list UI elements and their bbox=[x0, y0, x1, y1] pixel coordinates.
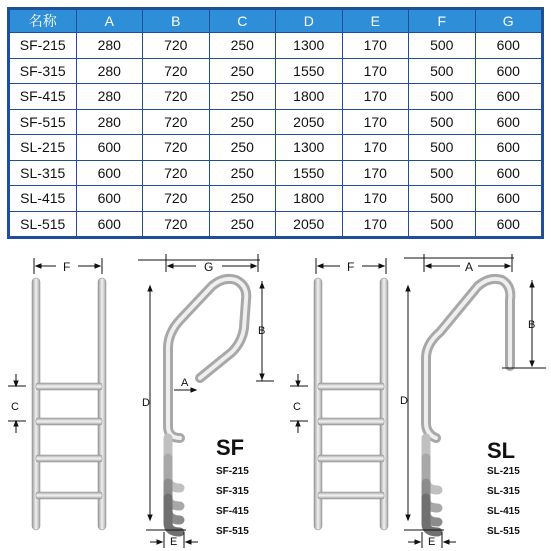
header-name: 名称 bbox=[10, 10, 76, 32]
model-name-cell: SL-515 bbox=[10, 212, 76, 237]
table-cell: 170 bbox=[343, 59, 409, 84]
table-cell: 280 bbox=[77, 59, 143, 84]
table-row bbox=[10, 84, 541, 109]
header-g: G bbox=[476, 10, 542, 32]
table-cell: 500 bbox=[409, 212, 475, 237]
table-cell: 170 bbox=[343, 212, 409, 237]
sf-side-height-label: B bbox=[258, 325, 266, 337]
table-cell: 280 bbox=[77, 110, 143, 135]
table-cell: 280 bbox=[77, 33, 143, 58]
spec-table bbox=[9, 9, 542, 237]
sl-side-view bbox=[400, 254, 546, 548]
sl-series-title: SL bbox=[487, 438, 516, 463]
sf-side-view bbox=[138, 254, 274, 548]
table-cell: 250 bbox=[210, 135, 276, 160]
table-cell: 500 bbox=[409, 84, 475, 109]
sf-side-top-width-dimension bbox=[138, 254, 260, 272]
sl-model-4: SL-515 bbox=[487, 526, 520, 537]
table-cell: 1550 bbox=[276, 161, 342, 186]
table-cell: 250 bbox=[210, 161, 276, 186]
sf-front-step-label: C bbox=[11, 401, 19, 413]
table-cell: 250 bbox=[210, 186, 276, 211]
table-cell: 170 bbox=[343, 135, 409, 160]
table-cell: 170 bbox=[343, 84, 409, 109]
model-name-cell: SF-415 bbox=[10, 84, 76, 109]
table-cell: 1800 bbox=[276, 186, 342, 211]
table-cell: 170 bbox=[343, 186, 409, 211]
table-cell: 2050 bbox=[276, 212, 342, 237]
sf-side-total-label: D bbox=[142, 397, 150, 409]
table-cell: 500 bbox=[409, 110, 475, 135]
table-cell: 600 bbox=[476, 110, 542, 135]
sf-side-offset-label: A bbox=[181, 377, 189, 389]
table-row bbox=[10, 33, 541, 58]
sf-model-4: SF-515 bbox=[216, 526, 249, 537]
sl-side-height-label: B bbox=[528, 319, 536, 331]
model-name-cell: SF-515 bbox=[10, 110, 76, 135]
sf-front-view bbox=[8, 258, 106, 530]
sl-handrail bbox=[426, 279, 510, 438]
table-cell: 720 bbox=[143, 59, 209, 84]
header-f: F bbox=[409, 10, 475, 32]
table-row bbox=[10, 110, 541, 135]
sf-series-title: SF bbox=[216, 435, 245, 460]
sl-front-view bbox=[290, 258, 388, 530]
sl-front-step-label: C bbox=[293, 401, 301, 413]
table-cell: 720 bbox=[143, 212, 209, 237]
table-cell: 600 bbox=[476, 161, 542, 186]
sl-model-2: SL-315 bbox=[487, 486, 520, 497]
ladder-diagrams bbox=[0, 248, 551, 551]
table-cell: 170 bbox=[343, 110, 409, 135]
table-cell: 720 bbox=[143, 33, 209, 58]
spec-table-container bbox=[7, 7, 544, 239]
sf-side-base-label: E bbox=[170, 536, 178, 548]
table-cell: 720 bbox=[143, 84, 209, 109]
sl-model-1: SL-215 bbox=[487, 466, 520, 477]
table-row bbox=[10, 212, 541, 237]
sl-front-width-label: F bbox=[347, 260, 355, 274]
table-cell: 250 bbox=[210, 33, 276, 58]
table-cell: 500 bbox=[409, 33, 475, 58]
table-cell: 250 bbox=[210, 212, 276, 237]
model-name-cell: SL-215 bbox=[10, 135, 76, 160]
sl-side-top-width-dimension bbox=[404, 254, 514, 272]
header-c: C bbox=[210, 10, 276, 32]
table-header-row bbox=[10, 10, 541, 32]
table-cell: 600 bbox=[476, 59, 542, 84]
table-cell: 500 bbox=[409, 186, 475, 211]
sf-front-rails bbox=[32, 278, 106, 530]
model-name-cell: SF-215 bbox=[10, 33, 76, 58]
sl-front-rails bbox=[314, 278, 388, 530]
sl-model-3: SL-415 bbox=[487, 506, 520, 517]
table-cell: 600 bbox=[77, 186, 143, 211]
table-cell: 500 bbox=[409, 59, 475, 84]
sf-side-legs bbox=[168, 438, 180, 532]
sf-model-2: SF-315 bbox=[216, 486, 249, 497]
table-cell: 500 bbox=[409, 135, 475, 160]
table-cell: 720 bbox=[143, 135, 209, 160]
sf-side-top-width-label: G bbox=[204, 260, 214, 274]
table-cell: 250 bbox=[210, 110, 276, 135]
table-cell: 1800 bbox=[276, 84, 342, 109]
table-row bbox=[10, 59, 541, 84]
table-cell: 170 bbox=[343, 161, 409, 186]
model-name-cell: SL-315 bbox=[10, 161, 76, 186]
table-cell: 250 bbox=[210, 84, 276, 109]
sf-model-3: SF-415 bbox=[216, 506, 249, 517]
table-cell: 600 bbox=[476, 135, 542, 160]
table-body bbox=[10, 33, 541, 236]
table-cell: 600 bbox=[77, 135, 143, 160]
table-cell: 600 bbox=[476, 33, 542, 58]
table-cell: 2050 bbox=[276, 110, 342, 135]
sl-side-total-label: D bbox=[400, 395, 408, 407]
table-cell: 250 bbox=[210, 59, 276, 84]
model-name-cell: SF-315 bbox=[10, 59, 76, 84]
sf-front-width-label: F bbox=[63, 260, 71, 274]
sl-side-base-label: E bbox=[428, 536, 436, 548]
table-row bbox=[10, 186, 541, 211]
table-cell: 600 bbox=[77, 212, 143, 237]
header-b: B bbox=[143, 10, 209, 32]
header-a: A bbox=[77, 10, 143, 32]
table-cell: 500 bbox=[409, 161, 475, 186]
table-cell: 170 bbox=[343, 33, 409, 58]
table-cell: 720 bbox=[143, 186, 209, 211]
sl-side-top-width-label: A bbox=[465, 260, 474, 274]
sf-model-1: SF-215 bbox=[216, 466, 249, 477]
table-cell: 600 bbox=[476, 186, 542, 211]
table-cell: 1300 bbox=[276, 33, 342, 58]
table-cell: 1300 bbox=[276, 135, 342, 160]
table-cell: 280 bbox=[77, 84, 143, 109]
table-cell: 720 bbox=[143, 110, 209, 135]
table-cell: 600 bbox=[77, 161, 143, 186]
sl-side-legs bbox=[426, 438, 438, 532]
table-row bbox=[10, 161, 541, 186]
table-cell: 1550 bbox=[276, 59, 342, 84]
table-row bbox=[10, 135, 541, 160]
sf-handrail bbox=[168, 279, 246, 438]
model-name-cell: SL-415 bbox=[10, 186, 76, 211]
header-e: E bbox=[343, 10, 409, 32]
table-cell: 720 bbox=[143, 161, 209, 186]
header-d: D bbox=[276, 10, 342, 32]
table-cell: 600 bbox=[476, 212, 542, 237]
table-cell: 600 bbox=[476, 84, 542, 109]
